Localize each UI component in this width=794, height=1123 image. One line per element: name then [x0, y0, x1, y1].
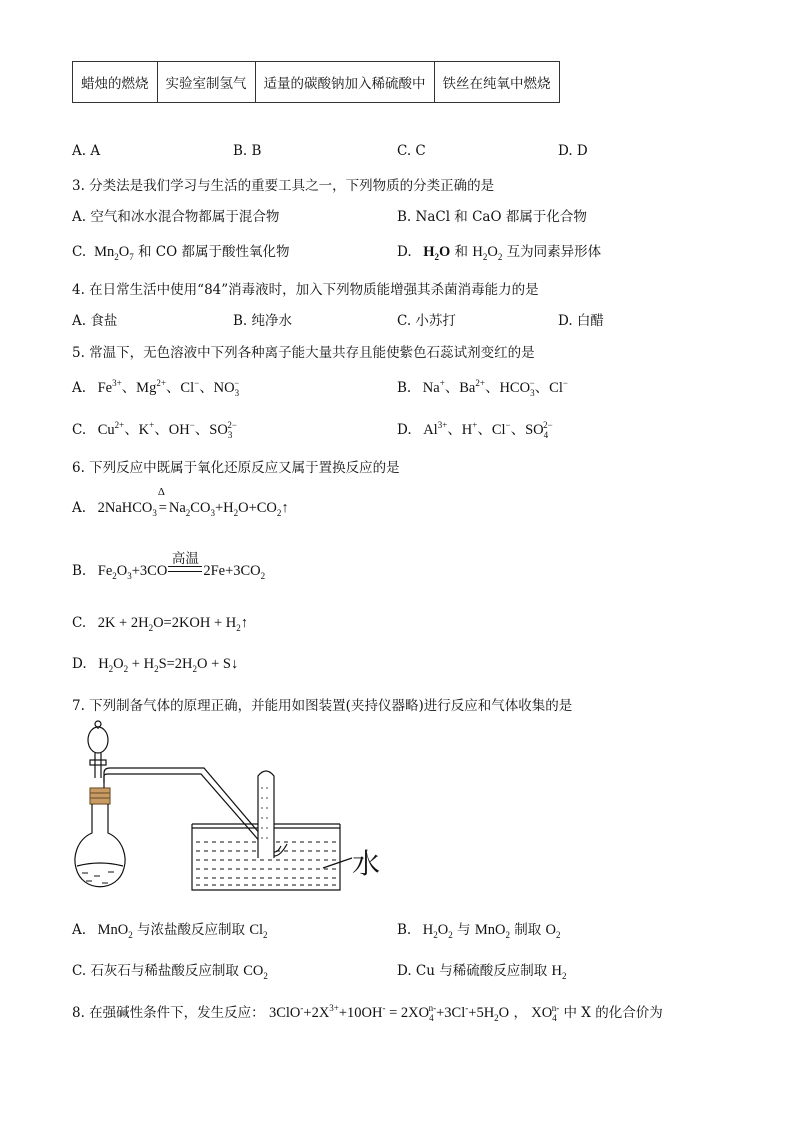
ion-list: $Fe^{3+}$、$Mg^{2+}$、Cl−、$NO_3^-$	[90, 378, 240, 398]
equation: 2NaHCO$_3$ Δ = $Na_2CO_3+H_2O+CO_2↑$	[90, 486, 289, 518]
option-label: D.	[397, 422, 412, 438]
option-label: C.	[72, 963, 87, 979]
q2-option-b: B. B	[233, 143, 262, 159]
ion-list: $Cu^{2+}$、K+、OH−、$SO_3^{2-}$	[90, 420, 237, 440]
question-text: 中 X 的化合价为	[563, 1005, 663, 1021]
q3-option-c	[72, 240, 289, 262]
q2-option-c: C. C	[397, 143, 426, 159]
formula-cl2: $Cl_2$	[249, 922, 268, 940]
q7-option-d	[397, 959, 567, 981]
water-label: 水	[352, 847, 381, 880]
q4-option-a: A. 食盐	[72, 313, 118, 329]
q4-option-b: B. 纯净水	[233, 313, 293, 329]
option-label: D.	[397, 244, 412, 260]
q7-option-b	[397, 918, 561, 940]
q5-option-a	[72, 376, 239, 398]
option-label: D.	[72, 656, 87, 672]
formula-h2o2: $H_2O_2$	[472, 244, 503, 262]
q3-option-d	[397, 240, 601, 262]
q7-stem: 7. 下列制备气体的原理正确，并能用如图装置(夹持仪器略)进行反应和气体收集的是	[72, 698, 573, 714]
q3-option-b: B. NaCl 和 CaO 都属于化合物	[397, 209, 587, 225]
table-cell: 适量的碳酸钠加入稀硫酸中	[255, 62, 434, 103]
option-label: B.	[397, 922, 412, 938]
option-text: 和 CO 都属于酸性氧化物	[138, 244, 290, 260]
ion-list: $Al^{3+}$、H+、Cl−、$SO_4^{2-}$	[415, 420, 553, 440]
equation: $H_2O_2 + H_2S=2H_2O$ + S↓	[90, 656, 239, 674]
formula-h2: $H_2$	[551, 963, 567, 981]
q5-option-c	[72, 418, 237, 440]
equation: $2K + 2H_2O=2KOH$ + $H_2↑$	[90, 615, 249, 633]
option-label: B.	[397, 380, 412, 396]
q8-stem	[72, 1001, 663, 1023]
option-label: C.	[72, 244, 87, 260]
option-label: C.	[72, 615, 87, 631]
formula-xo4: $XO_4^{n-}$	[531, 1003, 560, 1023]
option-text: 与	[457, 922, 471, 938]
question-text: 8. 在强碱性条件下，发生反应：	[72, 1005, 265, 1021]
q3-option-a: A. 空气和冰水混合物都属于混合物	[72, 209, 280, 225]
equation: $Fe_2O_3+3CO$ 高温 $2Fe+3CO_2$	[91, 563, 266, 579]
q6-stem: 6. 下列反应中既属于氧化还原反应又属于置换反应的是	[72, 460, 400, 476]
option-label: A.	[72, 380, 87, 396]
q6-option-d	[72, 656, 238, 674]
question-text: ，	[513, 1005, 527, 1021]
gas-apparatus-diagram	[68, 718, 388, 898]
q6-option-c	[72, 615, 248, 633]
q7-option-a	[72, 918, 268, 940]
option-text: 互为同素异形体	[506, 244, 602, 260]
q3-stem: 3. 分类法是我们学习与生活的重要工具之一，下列物质的分类正确的是	[72, 178, 495, 194]
table-cell: 蜡烛的燃烧	[73, 62, 158, 103]
q5-stem: 5. 常温下，无色溶液中下列各种离子能大量共存且能使紫色石蕊试剂变红的是	[72, 345, 535, 361]
equation: $3ClO^-+2X^{3+}+10OH^- = 2XO_4^{n-}+3Cl^-+5H_2O$	[268, 1003, 510, 1023]
formula-h2o2: $H_2O_2$	[415, 922, 453, 940]
option-text: 与浓盐酸反应制取	[137, 922, 246, 938]
q6-option-b	[72, 551, 266, 581]
formula-mn2o7: $Mn_2O_7$	[90, 244, 134, 262]
table-cell: 实验室制氢气	[157, 62, 255, 103]
q5-option-b	[397, 376, 568, 398]
q4-option-c: C. 小苏打	[397, 313, 456, 329]
table-cell: 铁丝在纯氧中燃烧	[434, 62, 559, 103]
option-text: 和	[454, 244, 469, 260]
option-text: D. Cu 与稀硫酸反应制取	[397, 963, 548, 979]
q4-stem: 4. 在日常生活中使用“84”消毒液时，加入下列物质能增强其杀菌消毒能力的是	[72, 282, 539, 298]
q2-option-a: A. A	[72, 143, 101, 159]
heat-symbol: Δ	[157, 486, 165, 498]
formula-co2: $CO_2$	[243, 963, 268, 981]
formula-mno2: MnO$_2$	[474, 922, 510, 940]
option-label: A.	[72, 500, 87, 516]
formula-mno2: MnO$_2$	[90, 922, 133, 940]
q6-option-a	[72, 486, 289, 518]
formula-h2o: $H_2O$	[415, 244, 451, 262]
options-table	[72, 61, 560, 103]
option-text: 制取	[514, 922, 542, 938]
q2-option-d: D. D	[558, 143, 588, 159]
condition-high-temp: 高温	[171, 551, 199, 567]
option-label: B.	[72, 563, 87, 579]
option-label: A.	[72, 922, 87, 938]
formula-o2: $O_2$	[545, 922, 561, 940]
q4-option-d: D. 白醋	[558, 313, 604, 329]
q5-option-d	[397, 418, 553, 440]
ion-list: Na+、$Ba^{2+}$、$HCO_3^-$、Cl−	[415, 378, 568, 398]
option-text: 石灰石与稀盐酸反应制取	[90, 963, 239, 979]
option-label: C.	[72, 422, 87, 438]
q7-option-c	[72, 959, 268, 981]
